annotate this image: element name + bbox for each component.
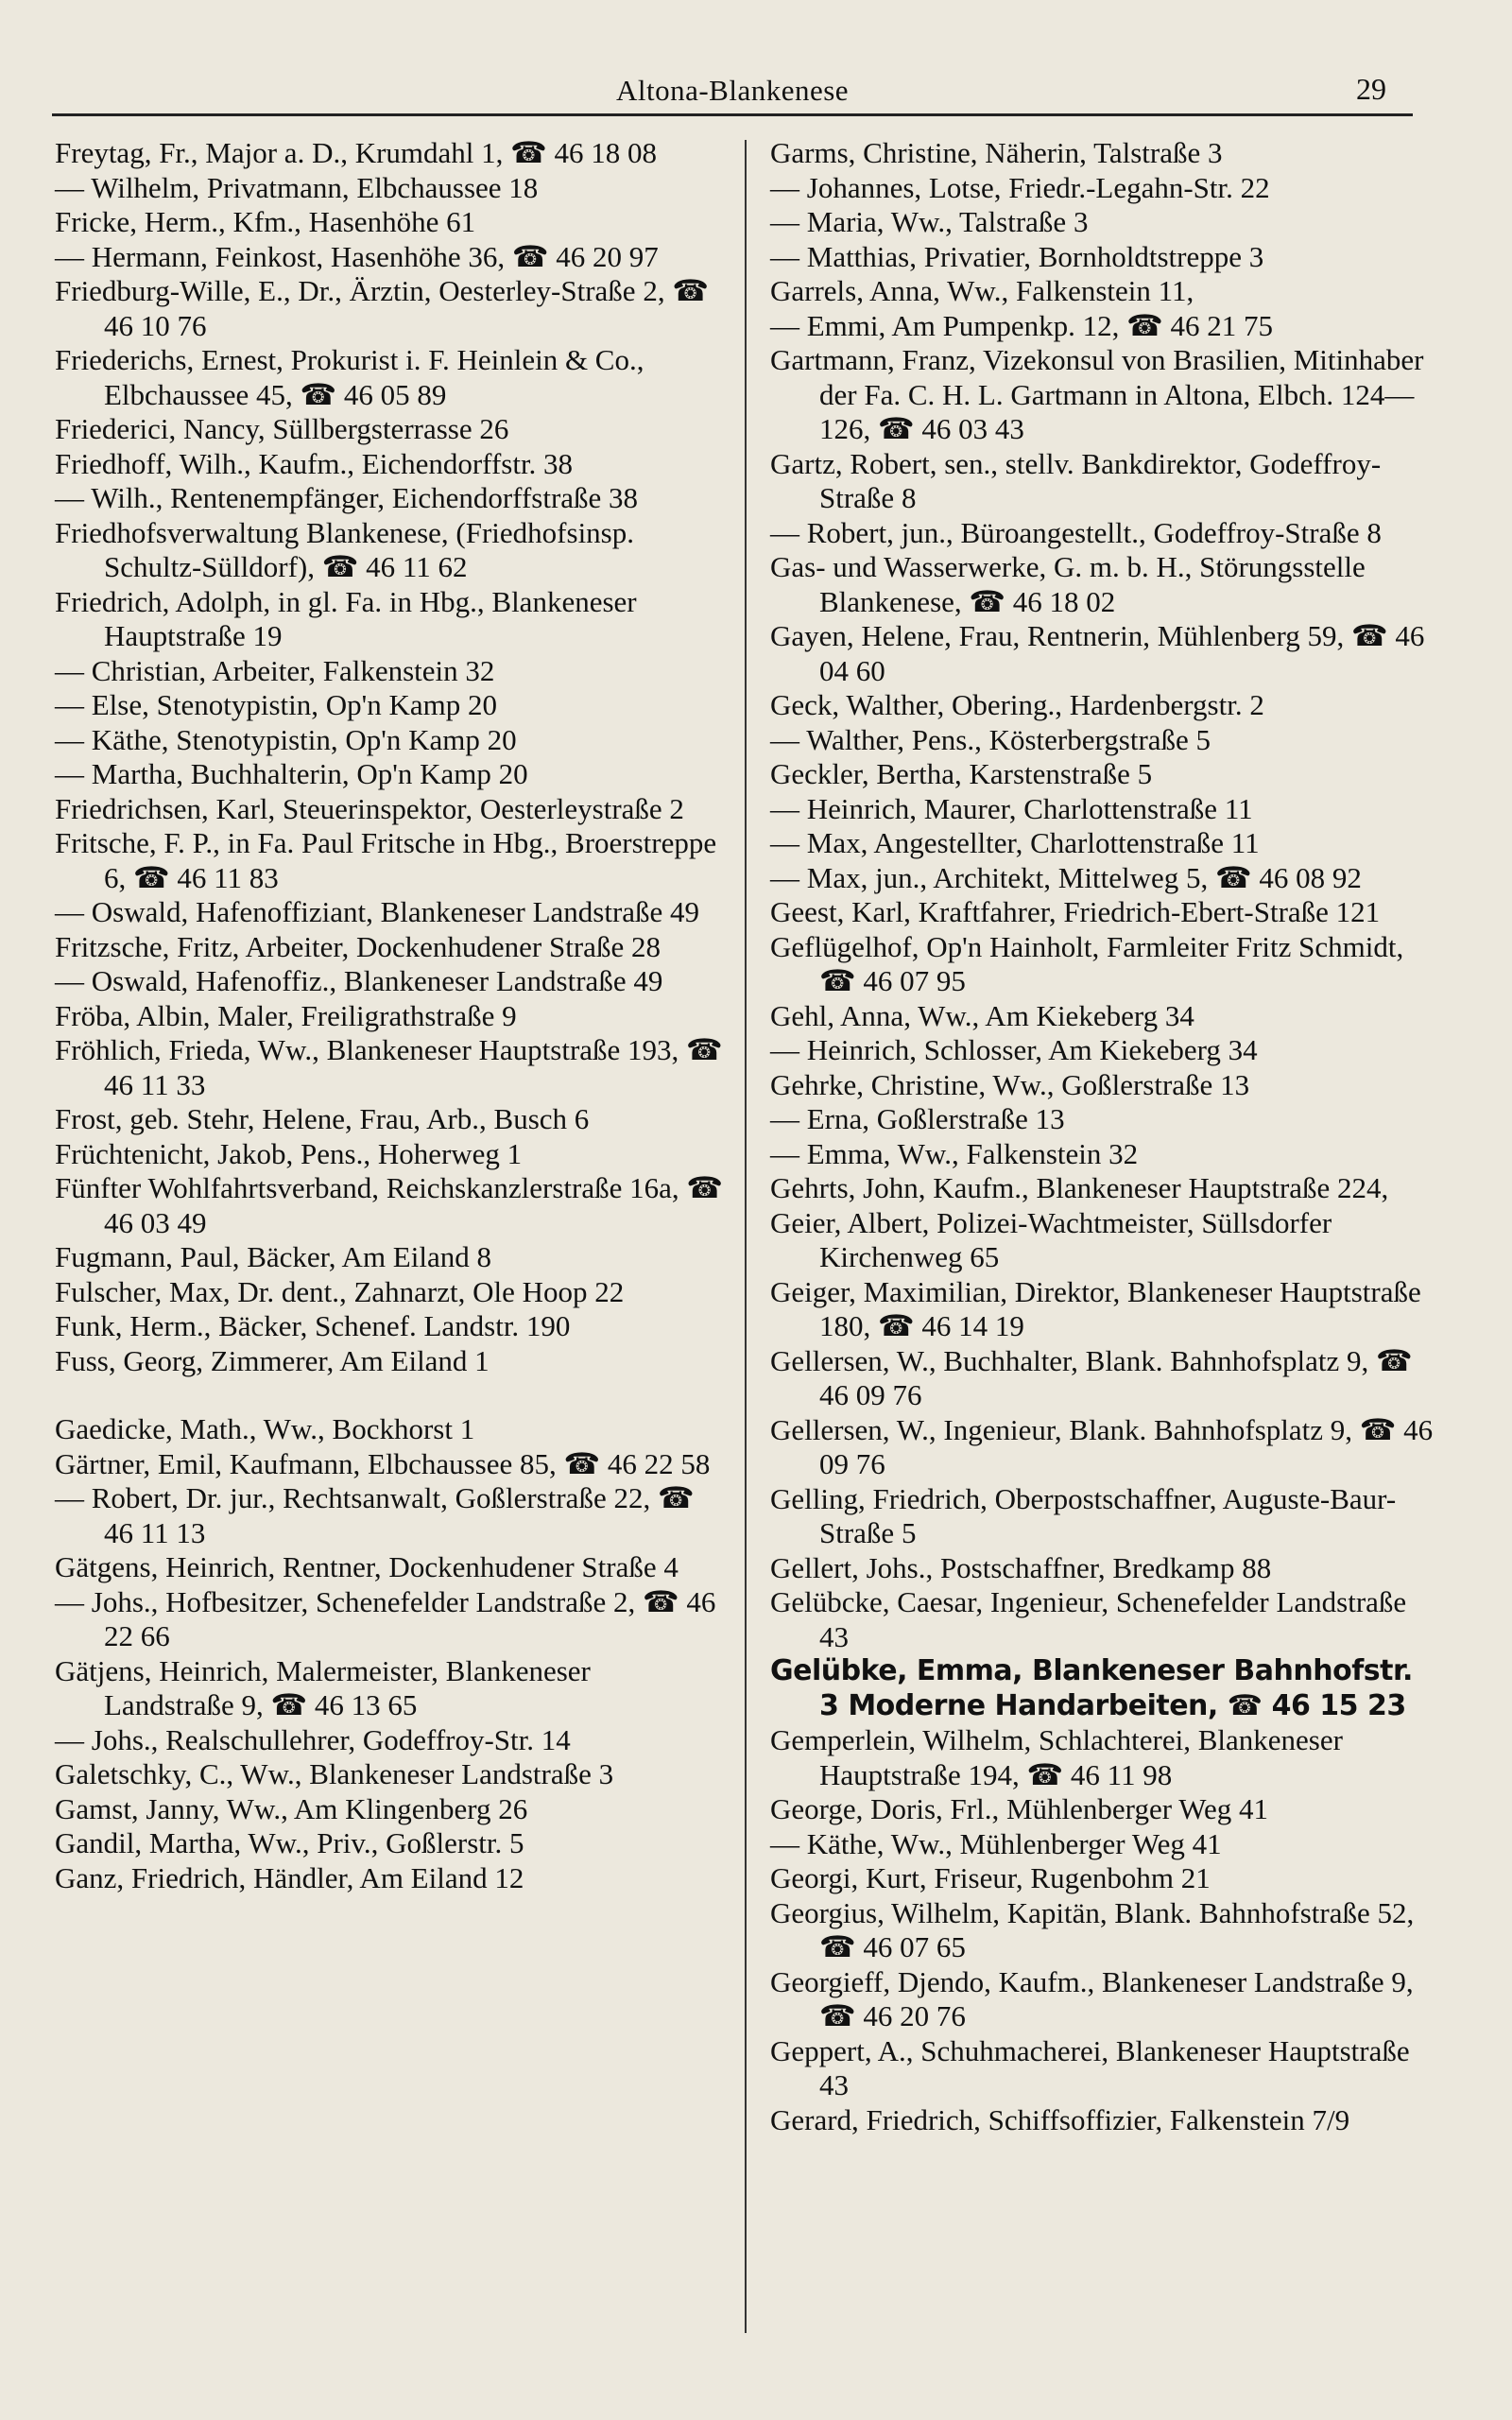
right-column bbox=[770, 136, 1439, 2137]
directory-entry: Fröba, Albin, Maler, Freiligrathstraße 9 bbox=[55, 998, 517, 1032]
directory-entry: Georgieff, Djendo, Kaufm., Blankeneser Landstraße 9, ☎ 46 20 76 bbox=[770, 1964, 1414, 2032]
directory-entry: Friederici, Nancy, Süllbergsterrasse 26 bbox=[55, 412, 509, 445]
directory-entry: Geiger, Maximilian, Direktor, Blankeneser Hauptstraße 180, ☎ 46 14 19 bbox=[770, 1274, 1421, 1342]
directory-entry: Fulscher, Max, Dr. dent., Zahnarzt, Ole Hoop 22 bbox=[55, 1274, 625, 1308]
directory-entry: Gerard, Friedrich, Schiffsoffizier, Falkenstein 7/9 bbox=[770, 2102, 1350, 2136]
directory-entry: — Max, jun., Architekt, Mittelweg 5, ☎ 46 08 92 bbox=[770, 860, 1362, 894]
directory-entry: — Max, Angestellter, Charlottenstraße 11 bbox=[770, 826, 1260, 859]
directory-entry: — Heinrich, Schlosser, Am Kiekeberg 34 bbox=[770, 1033, 1258, 1066]
directory-entry: — Johs., Hofbesitzer, Schenefelder Landstraße 2, ☎ 46 22 66 bbox=[55, 1584, 716, 1652]
directory-entry: Fröhlich, Frieda, Ww., Blankeneser Hauptstraße 193, ☎ 46 11 33 bbox=[55, 1033, 723, 1101]
directory-entry: Gemperlein, Wilhelm, Schlachterei, Blankeneser Hauptstraße 194, ☎ 46 11 98 bbox=[770, 1723, 1343, 1791]
directory-entry: Georgius, Wilhelm, Kapitän, Blank. Bahnhofstraße 52, ☎ 46 07 65 bbox=[770, 1895, 1415, 1963]
page-header bbox=[52, 72, 1413, 116]
directory-entry: — Käthe, Ww., Mühlenberger Weg 41 bbox=[770, 1826, 1222, 1860]
directory-entry: Friedrich, Adolph, in gl. Fa. in Hbg., Blankeneser Hauptstraße 19 bbox=[55, 584, 637, 652]
directory-entry: Geest, Karl, Kraftfahrer, Friedrich-Ebert-Straße 121 bbox=[770, 895, 1381, 928]
directory-entry: Geckler, Bertha, Karstenstraße 5 bbox=[770, 757, 1153, 790]
directory-entry: Gehrke, Christine, Ww., Goßlerstraße 13 bbox=[770, 1067, 1250, 1101]
directory-entry: Gätjens, Heinrich, Malermeister, Blankeneser Landstraße 9, ☎ 46 13 65 bbox=[55, 1653, 591, 1721]
directory-entry: Gärtner, Emil, Kaufmann, Elbchaussee 85, ☎ 46 22 58 bbox=[55, 1446, 711, 1480]
directory-entry: Fritzsche, Fritz, Arbeiter, Dockenhudener Straße 28 bbox=[55, 929, 661, 963]
directory-entry: — Robert, Dr. jur., Rechtsanwalt, Goßlerstraße 22, ☎ 46 11 13 bbox=[55, 1481, 695, 1549]
directory-entry: Gandil, Martha, Ww., Priv., Goßlerstr. 5 bbox=[55, 1826, 524, 1859]
directory-entry: — Walther, Pens., Kösterbergstraße 5 bbox=[770, 722, 1211, 756]
directory-entry: Fricke, Herm., Kfm., Hasenhöhe 61 bbox=[55, 205, 476, 238]
directory-entry: — Martha, Buchhalterin, Op'n Kamp 20 bbox=[55, 757, 528, 790]
directory-entry: Friedburg-Wille, E., Dr., Ärztin, Oesterley-Straße 2, ☎ 46 10 76 bbox=[55, 274, 709, 342]
directory-entry: Fugmann, Paul, Bäcker, Am Eiland 8 bbox=[55, 1240, 491, 1273]
directory-entry: Fritsche, F. P., in Fa. Paul Fritsche in Hbg., Broerstreppe 6, ☎ 46 11 83 bbox=[55, 826, 717, 894]
directory-entry: Gelübcke, Caesar, Ingenieur, Schenefelder Landstraße 43 bbox=[770, 1585, 1407, 1653]
directory-entry: — Oswald, Hafenoffiz., Blankeneser Landstraße 49 bbox=[55, 964, 663, 997]
directory-entry: — Hermann, Feinkost, Hasenhöhe 36, ☎ 46 20 97 bbox=[55, 239, 659, 273]
directory-entry: Gas- und Wasserwerke, G. m. b. H., Störungsstelle Blankenese, ☎ 46 18 02 bbox=[770, 550, 1366, 618]
directory-entry: Galetschky, C., Ww., Blankeneser Landstraße 3 bbox=[55, 1757, 614, 1790]
directory-entry: Gaedicke, Math., Ww., Bockhorst 1 bbox=[55, 1412, 475, 1445]
page-title: Altona-Blankenese bbox=[615, 74, 850, 107]
directory-entry: — Erna, Goßlerstraße 13 bbox=[770, 1102, 1065, 1135]
directory-entry: Gamst, Janny, Ww., Am Klingenberg 26 bbox=[55, 1791, 528, 1825]
directory-entry: Gartz, Robert, sen., stellv. Bankdirektor, Godeffroy-Straße 8 bbox=[770, 446, 1382, 514]
directory-entry: Früchtenicht, Jakob, Pens., Hoherweg 1 bbox=[55, 1136, 523, 1170]
directory-entry: — Johannes, Lotse, Friedr.-Legahn-Str. 22 bbox=[770, 170, 1270, 204]
directory-entry: — Christian, Arbeiter, Falkenstein 32 bbox=[55, 653, 495, 687]
directory-entry: George, Doris, Frl., Mühlenberger Weg 41 bbox=[770, 1792, 1268, 1825]
directory-entry: Friederichs, Ernest, Prokurist i. F. Heinlein & Co., Elbchaussee 45, ☎ 46 05 89 bbox=[55, 343, 644, 411]
directory-entry: — Else, Stenotypistin, Op'n Kamp 20 bbox=[55, 688, 497, 721]
directory-entry: — Robert, jun., Büroangestellt., Godeffroy-Straße 8 bbox=[770, 515, 1382, 549]
page-number: 29 bbox=[1356, 72, 1386, 106]
directory-entry: Garms, Christine, Näherin, Talstraße 3 bbox=[770, 136, 1223, 169]
directory-entry: — Heinrich, Maurer, Charlottenstraße 11 bbox=[770, 791, 1253, 825]
directory-entry: Ganz, Friedrich, Händler, Am Eiland 12 bbox=[55, 1860, 524, 1894]
directory-entry: — Wilh., Rentenempfänger, Eichendorffstraße 38 bbox=[55, 481, 639, 514]
directory-entry: Gellert, Johs., Postschaffner, Bredkamp 88 bbox=[770, 1550, 1272, 1584]
directory-entry: Gayen, Helene, Frau, Rentnerin, Mühlenberg 59, ☎ 46 04 60 bbox=[770, 619, 1425, 687]
directory-entry: Geflügelhof, Op'n Hainholt, Farmleiter Fritz Schmidt, ☎ 46 07 95 bbox=[770, 929, 1404, 997]
directory-entry: Gelling, Friedrich, Oberpostschaffner, Auguste-Baur-Straße 5 bbox=[770, 1481, 1397, 1549]
directory-entry: Gartmann, Franz, Vizekonsul von Brasilien, Mitinhaber der Fa. C. H. L. Gartmann in Altona, Elbch. 124—126, ☎ 46 03 43 bbox=[770, 343, 1424, 445]
directory-entry: Georgi, Kurt, Friseur, Rugenbohm 21 bbox=[770, 1861, 1211, 1894]
directory-entry: — Johs., Realschullehrer, Godeffroy-Str. 14 bbox=[55, 1722, 571, 1756]
directory-entry: — Matthias, Privatier, Bornholdtstreppe 3 bbox=[770, 239, 1264, 273]
directory-entry: Fünfter Wohlfahrtsverband, Reichskanzlerstraße 16a, ☎ 46 03 49 bbox=[55, 1171, 723, 1239]
directory-entry: — Emma, Ww., Falkenstein 32 bbox=[770, 1136, 1139, 1170]
directory-entry: Gehl, Anna, Ww., Am Kiekeberg 34 bbox=[770, 998, 1194, 1032]
directory-entry: Friedhofsverwaltung Blankenese, (Friedhofsinsp. Schultz-Sülldorf), ☎ 46 11 62 bbox=[55, 515, 634, 583]
directory-entry: — Wilhelm, Privatmann, Elbchaussee 18 bbox=[55, 170, 539, 204]
directory-entry: — Oswald, Hafenoffiziant, Blankeneser Landstraße 49 bbox=[55, 895, 700, 928]
directory-entry: Garrels, Anna, Ww., Falkenstein 11, bbox=[770, 274, 1194, 307]
directory-entry: Gätgens, Heinrich, Rentner, Dockenhudener Straße 4 bbox=[55, 1550, 679, 1583]
directory-entry: Friedhoff, Wilh., Kaufm., Eichendorffstr. 38 bbox=[55, 446, 574, 480]
directory-entry: Frost, geb. Stehr, Helene, Frau, Arb., Busch 6 bbox=[55, 1102, 590, 1135]
directory-entry: Friedrichsen, Karl, Steuerinspektor, Oesterleystraße 2 bbox=[55, 791, 684, 825]
directory-entry: Gehrts, John, Kaufm., Blankeneser Hauptstraße 224, bbox=[770, 1171, 1389, 1204]
directory-entry: Funk, Herm., Bäcker, Schenef. Landstr. 190 bbox=[55, 1309, 571, 1342]
column-divider bbox=[745, 140, 747, 2333]
directory-entry: Freytag, Fr., Major a. D., Krumdahl 1, ☎ 46 18 08 bbox=[55, 136, 658, 169]
directory-entry: Gellersen, W., Ingenieur, Blank. Bahnhofsplatz 9, ☎ 46 09 76 bbox=[770, 1412, 1434, 1480]
directory-entry: Geppert, A., Schuhmacherei, Blankeneser Hauptstraße 43 bbox=[770, 2033, 1410, 2101]
directory-entry: Fuss, Georg, Zimmerer, Am Eiland 1 bbox=[55, 1343, 490, 1377]
directory-entry: — Emmi, Am Pumpenkp. 12, ☎ 46 21 75 bbox=[770, 308, 1274, 342]
directory-entry: — Käthe, Stenotypistin, Op'n Kamp 20 bbox=[55, 722, 517, 756]
directory-entry: — Maria, Ww., Talstraße 3 bbox=[770, 205, 1089, 238]
directory-entry: Gellersen, W., Buchhalter, Blank. Bahnhofsplatz 9, ☎ 46 09 76 bbox=[770, 1343, 1413, 1411]
directory-entry: Geier, Albert, Polizei-Wachtmeister, Süllsdorfer Kirchenweg 65 bbox=[770, 1205, 1332, 1273]
advertisement-entry: Gelübke, Emma, Blankeneser Bahnhofstr. 3 Moderne Handarbeiten, ☎ 46 15 23 bbox=[770, 1654, 1413, 1722]
directory-entry: Geck, Walther, Obering., Hardenbergstr. 2 bbox=[770, 688, 1264, 721]
left-column bbox=[55, 136, 724, 1895]
